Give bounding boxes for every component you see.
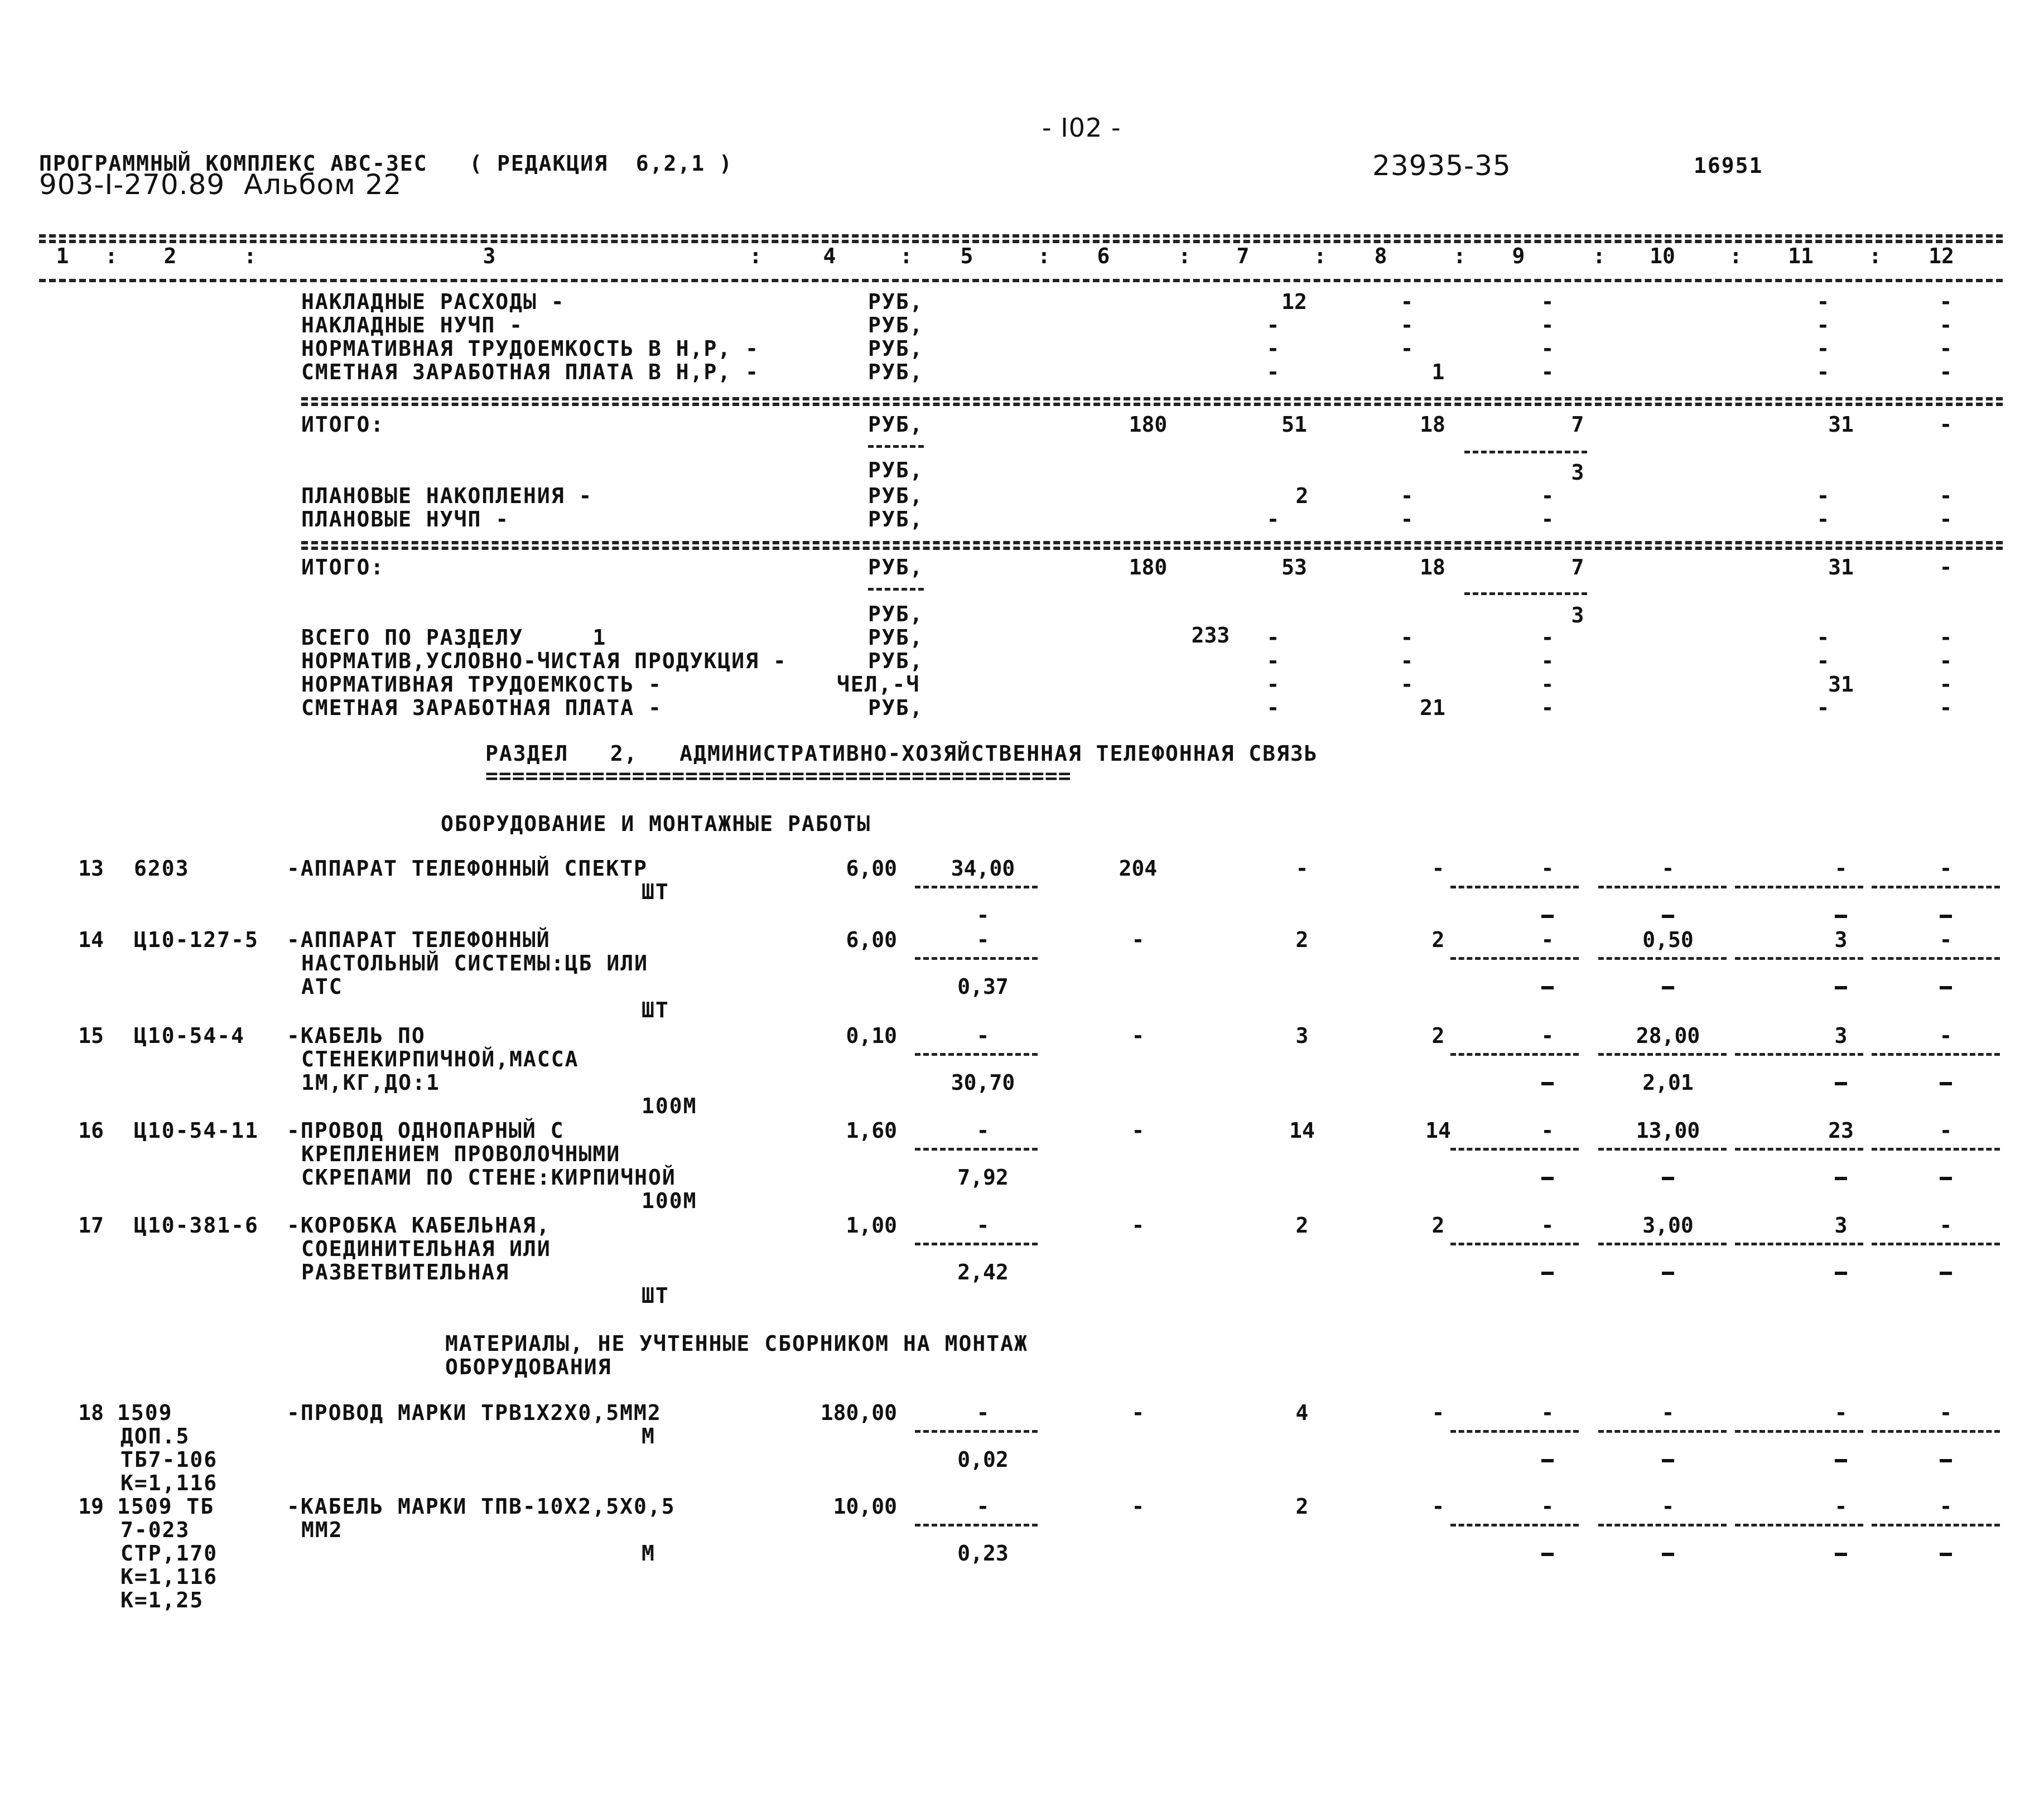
fraction-line bbox=[1450, 1053, 1579, 1056]
unit-label: РУБ, bbox=[868, 507, 924, 532]
fraction-line bbox=[915, 957, 1038, 960]
unit-label: ЧЕЛ,-Ч bbox=[837, 672, 920, 697]
fraction-line bbox=[915, 886, 1038, 888]
dash-mark bbox=[1541, 1553, 1554, 1556]
dash-mark bbox=[1541, 915, 1554, 918]
fraction-line bbox=[1872, 886, 2000, 888]
fraction-line bbox=[1872, 1524, 2000, 1527]
dash-mark bbox=[1940, 1177, 1952, 1180]
fraction-line bbox=[1450, 1243, 1579, 1245]
unit-label: РУБ, bbox=[868, 649, 924, 673]
fraction-line bbox=[1735, 1053, 1863, 1056]
item-unit: 100М bbox=[642, 1094, 697, 1118]
item-name: АТС bbox=[301, 974, 343, 999]
subtotal-rule bbox=[301, 541, 2003, 544]
plan-label: ПЛАНОВЫЕ НАКОПЛЕНИЯ - bbox=[301, 484, 593, 508]
overhead-label: НАКЛАДНЫЕ РАСХОДЫ - bbox=[301, 289, 565, 314]
fraction-line bbox=[1450, 1524, 1579, 1527]
fraction-line bbox=[1450, 1430, 1579, 1433]
item-code: 6203 bbox=[134, 856, 190, 881]
fraction-line bbox=[915, 1524, 1038, 1527]
header-rule-bottom bbox=[39, 279, 2003, 282]
col-sep: : bbox=[900, 244, 914, 268]
unit-label: РУБ, bbox=[868, 484, 924, 508]
dash-mark bbox=[1541, 1272, 1554, 1275]
item-name: 1М,КГ,ДО:1 bbox=[301, 1070, 440, 1095]
fraction-line bbox=[1735, 1148, 1863, 1151]
section-title: РАЗДЕЛ 2, АДМИНИСТРАТИВНО-ХОЗЯЙСТВЕННАЯ ТЕЛЕФОННАЯ СВЯЗЬ bbox=[485, 741, 1318, 766]
col-sep: : bbox=[1314, 244, 1328, 268]
section-total-label: ВСЕГО ПО РАЗДЕЛУ 1 bbox=[301, 625, 607, 650]
item-unit: М bbox=[642, 1424, 655, 1448]
plan-label: ПЛАНОВЫЕ НУЧП - bbox=[301, 507, 510, 532]
item-name: -АППАРАТ ТЕЛЕФОННЫЙ СПЕКТР bbox=[287, 856, 648, 881]
col-sep: : bbox=[1869, 244, 1883, 268]
overhead-label: НОРМАТИВНАЯ ТРУДОЕМКОСТЬ В Н,Р, - bbox=[301, 336, 759, 361]
item-name: -АППАРАТ ТЕЛЕФОННЫЙ bbox=[287, 928, 551, 952]
item-code: Ц10-127-5 bbox=[134, 928, 259, 952]
unit-label: РУБ, bbox=[868, 625, 924, 650]
subtotal-rule bbox=[301, 397, 2003, 400]
fraction-line bbox=[915, 1430, 1038, 1433]
item-unit: ШТ bbox=[642, 998, 669, 1022]
item-name: СОЕДИНИТЕЛЬНАЯ ИЛИ bbox=[301, 1236, 551, 1261]
subtotal-label: ИТОГО: bbox=[301, 555, 385, 579]
fraction-line bbox=[1464, 451, 1587, 453]
subtotal-label: ИТОГО: bbox=[301, 412, 385, 437]
document-code: 23935-35 bbox=[1372, 149, 1511, 182]
item-code: Ц10-54-11 bbox=[134, 1118, 259, 1143]
item-name: РАЗВЕТВИТЕЛЬНАЯ bbox=[301, 1260, 510, 1284]
unit-underline bbox=[868, 588, 924, 591]
item-name: -КОРОБКА КАБЕЛЬНАЯ, bbox=[287, 1213, 551, 1238]
item-code: СТР,170 bbox=[120, 1541, 218, 1566]
subtotal-rule-2 bbox=[301, 403, 2003, 406]
program-title: ПРОГРАММНЫЙ КОМПЛЕКС АВС-3ЕС ( РЕДАКЦИЯ 6,2,1 ) bbox=[39, 151, 733, 176]
overhead-label: НАКЛАДНЫЕ НУЧП - bbox=[301, 313, 524, 337]
fraction-line bbox=[1598, 1053, 1727, 1056]
fraction-line bbox=[1735, 1243, 1863, 1245]
col-sep: : bbox=[1038, 244, 1052, 268]
subtotal-rule-2 bbox=[301, 547, 2003, 550]
dash-mark bbox=[1662, 1459, 1674, 1462]
col-sep: : bbox=[749, 244, 763, 268]
item-name: СКРЕПАМИ ПО СТЕНЕ:КИРПИЧНОЙ bbox=[301, 1165, 676, 1190]
unit-label: РУБ, bbox=[868, 360, 924, 384]
fraction-line bbox=[1450, 957, 1579, 960]
dash-mark bbox=[1541, 1459, 1554, 1462]
section-total-label: СМЕТНАЯ ЗАРАБОТНАЯ ПЛАТА - bbox=[301, 695, 662, 720]
album-label: 903-I-270.89 Альбом 22 bbox=[39, 168, 402, 201]
fraction-line bbox=[1872, 1430, 2000, 1433]
item-code: К=1,116 bbox=[120, 1471, 218, 1495]
item-code: К=1,116 bbox=[120, 1564, 218, 1589]
dash-mark bbox=[1662, 915, 1674, 918]
item-unit: ШТ bbox=[642, 880, 669, 904]
fraction-line bbox=[1598, 886, 1727, 888]
item-name: КРЕПЛЕНИЕМ ПРОВОЛОЧНЫМИ bbox=[301, 1142, 621, 1166]
unit-label: РУБ, bbox=[868, 313, 924, 337]
unit-label: РУБ, bbox=[868, 412, 924, 437]
item-name: НАСТОЛЬНЫЙ СИСТЕМЫ:ЦБ ИЛИ bbox=[301, 951, 648, 975]
overhead-label: СМЕТНАЯ ЗАРАБОТНАЯ ПЛАТА В Н,Р, - bbox=[301, 360, 759, 384]
dash-mark bbox=[1940, 1459, 1952, 1462]
col-sep: : bbox=[1453, 244, 1467, 268]
dash-mark bbox=[1662, 1272, 1674, 1275]
item-unit: 100М bbox=[642, 1189, 697, 1213]
fraction-line bbox=[1735, 1430, 1863, 1433]
document-number: 16951 bbox=[1694, 153, 1763, 178]
fraction-line bbox=[1735, 886, 1863, 888]
dash-mark bbox=[1541, 986, 1554, 989]
materials-subtitle: МАТЕРИАЛЫ, НЕ УЧТЕННЫЕ СБОРНИКОМ НА МОНТАЖ bbox=[445, 1331, 1028, 1356]
col-sep: : bbox=[1593, 244, 1607, 268]
dash-mark bbox=[1662, 1177, 1674, 1180]
dash-mark bbox=[1940, 986, 1952, 989]
item-code: 7-023 bbox=[120, 1518, 190, 1542]
unit-label: РУБ, bbox=[868, 289, 924, 314]
item-unit: ШТ bbox=[642, 1283, 669, 1308]
item-code: 1509 ТБ bbox=[117, 1494, 215, 1519]
fraction-line bbox=[915, 1053, 1038, 1056]
equipment-subtitle: ОБОРУДОВАНИЕ И МОНТАЖНЫЕ РАБОТЫ bbox=[441, 811, 871, 836]
dash-mark bbox=[1835, 1459, 1847, 1462]
fraction-line bbox=[1735, 1524, 1863, 1527]
page-number: - I02 - bbox=[1042, 113, 1121, 143]
fraction-line bbox=[1598, 1148, 1727, 1151]
header-rule-top-2 bbox=[39, 240, 2003, 243]
item-name: -КАБЕЛЬ ПО bbox=[287, 1023, 426, 1048]
item-name: -КАБЕЛЬ МАРКИ ТПВ-10Х2,5Х0,5 bbox=[287, 1494, 676, 1519]
section-total-label: НОРМАТИВ,УСЛОВНО-ЧИСТАЯ ПРОДУКЦИЯ - bbox=[301, 649, 787, 673]
unit-label: РУБ, bbox=[868, 555, 924, 579]
fraction-line bbox=[915, 1148, 1038, 1151]
col-sep: : bbox=[105, 244, 119, 268]
unit-label: РУБ, bbox=[868, 458, 924, 482]
item-name: -ПРОВОД МАРКИ ТРВ1Х2Х0,5ММ2 bbox=[287, 1400, 662, 1425]
item-unit: М bbox=[642, 1541, 655, 1566]
item-name: -ПРОВОД ОДНОПАРНЫЙ С bbox=[287, 1118, 565, 1143]
section-total-label: НОРМАТИВНАЯ ТРУДОЕМКОСТЬ - bbox=[301, 672, 662, 697]
fraction-line bbox=[1598, 1243, 1727, 1245]
unit-underline bbox=[868, 445, 924, 448]
materials-subtitle-line2: ОБОРУДОВАНИЯ bbox=[445, 1355, 612, 1379]
item-code: Ц10-381-6 bbox=[134, 1213, 259, 1238]
fraction-line bbox=[1872, 957, 2000, 960]
item-code: 1509 bbox=[117, 1400, 173, 1425]
dash-mark bbox=[1940, 1553, 1952, 1556]
fraction-line bbox=[1598, 1430, 1727, 1433]
col-sep: : bbox=[1178, 244, 1192, 268]
fraction-line bbox=[1450, 886, 1579, 888]
fraction-line bbox=[1464, 592, 1587, 595]
unit-label: РУБ, bbox=[868, 695, 924, 720]
dash-mark bbox=[1835, 1553, 1847, 1556]
item-code: ДОП.5 bbox=[120, 1424, 190, 1448]
item-code: Ц10-54-4 bbox=[134, 1023, 245, 1048]
fraction-line bbox=[1872, 1148, 2000, 1151]
dash-mark bbox=[1835, 915, 1847, 918]
section-title-underline: ============================================ bbox=[485, 764, 1072, 788]
unit-label: РУБ, bbox=[868, 336, 924, 361]
dash-mark bbox=[1662, 986, 1674, 989]
fraction-line bbox=[1598, 957, 1727, 960]
fraction-line bbox=[1872, 1243, 2000, 1245]
dash-mark bbox=[1940, 1082, 1952, 1085]
dash-mark bbox=[1662, 1553, 1674, 1556]
col-sep: : bbox=[1729, 244, 1743, 268]
item-name: СТЕНЕКИРПИЧНОЙ,МАССА bbox=[301, 1047, 579, 1071]
fraction-line bbox=[1598, 1524, 1727, 1527]
fraction-line bbox=[1735, 957, 1863, 960]
fraction-line bbox=[1872, 1053, 2000, 1056]
dash-mark bbox=[1835, 986, 1847, 989]
unit-label: РУБ, bbox=[868, 602, 924, 626]
dash-mark bbox=[1835, 1082, 1847, 1085]
col-sep: : bbox=[244, 244, 258, 268]
dash-mark bbox=[1940, 1272, 1952, 1275]
dash-mark bbox=[1835, 1272, 1847, 1275]
dash-mark bbox=[1940, 915, 1952, 918]
item-name: ММ2 bbox=[301, 1518, 343, 1542]
fraction-line bbox=[915, 1243, 1038, 1245]
item-code: ТБ7-106 bbox=[120, 1447, 218, 1472]
header-rule-top bbox=[39, 234, 2003, 238]
item-code: К=1,25 bbox=[120, 1588, 204, 1612]
dash-mark bbox=[1541, 1177, 1554, 1180]
dash-mark bbox=[1541, 1082, 1554, 1085]
fraction-line bbox=[1450, 1148, 1579, 1151]
dash-mark bbox=[1835, 1177, 1847, 1180]
